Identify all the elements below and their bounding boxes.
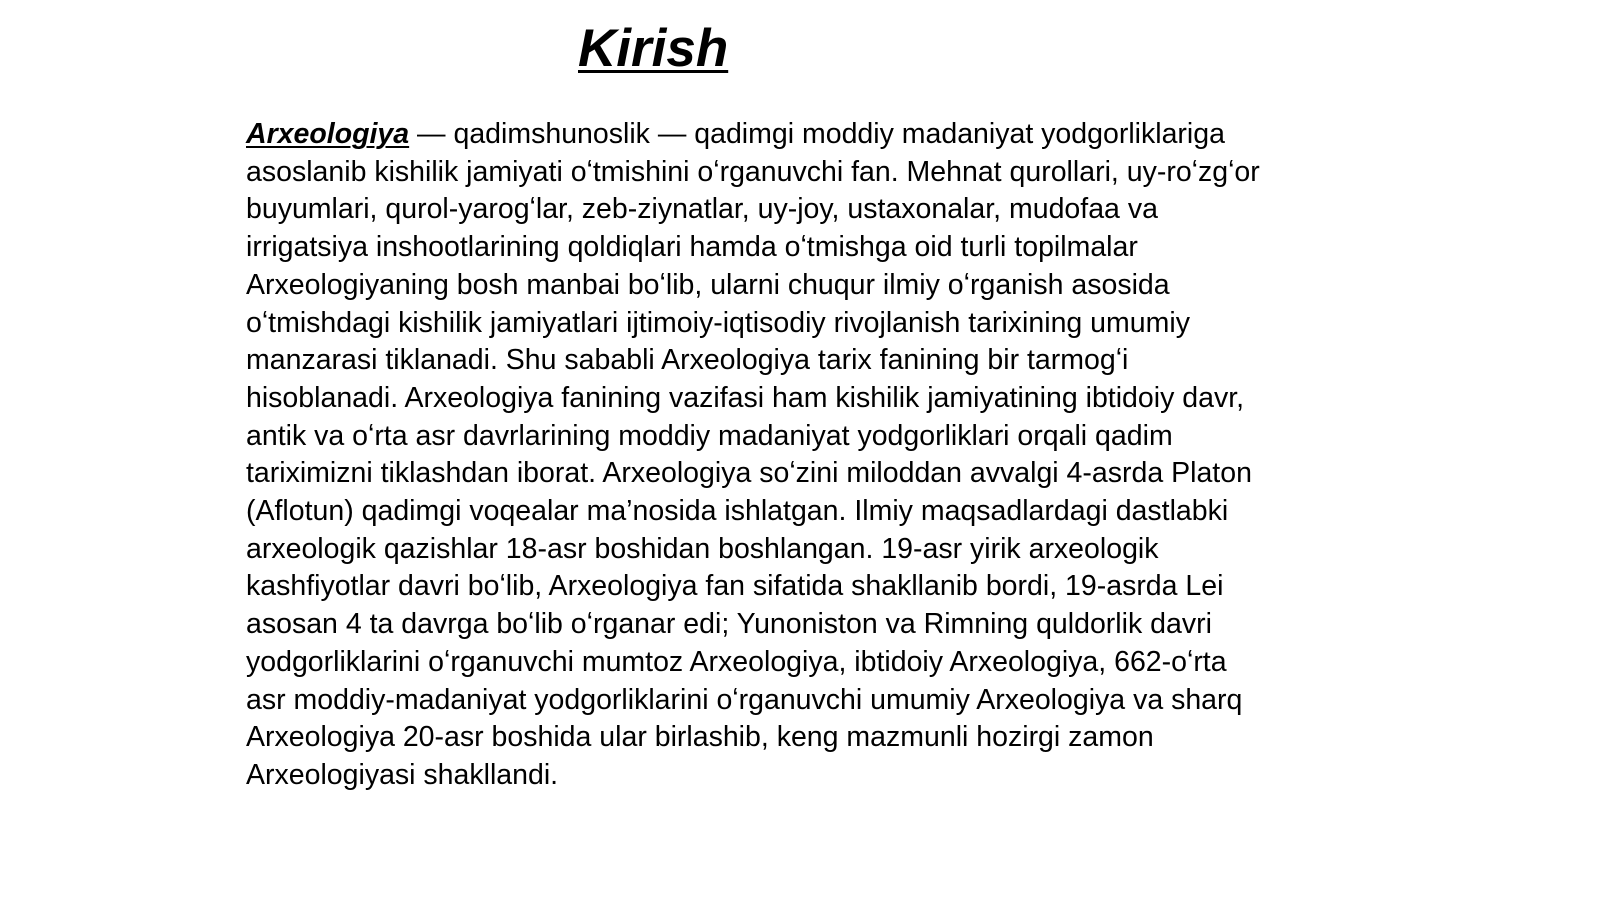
text-line-rest: — qadimshunoslik — qadimgi moddiy madaniyat yodgorliklariga [409,118,1225,150]
text-line: (Aflotun) qadimgi voqealar ma’nosida ishlatgan. Ilmiy maqsadlardagi dastlabki [246,495,1229,528]
text-line: arxeologik qazishlar 18-asr boshidan boshlangan. 19-asr yirik arxeologik [246,532,1159,565]
text-line: kashfiyotlar davri boʻlib, Arxeologiya fan sifatida shakllanib bordi, 19-asrda Lei [246,570,1224,603]
text-line [246,116,1376,154]
text-line: irrigatsiya inshootlarining qoldiqlari hamda oʻtmishga oid turli topilmalar [246,231,1138,264]
text-line: hisoblanadi. Arxeologiya fanining vazifasi ham kishilik jamiyatining ibtidoiy davr, [246,381,1245,414]
text-line: Arxeologiyaning bosh manbai boʻlib, ularni chuqur ilmiy oʻrganish asosida [246,268,1170,301]
text-line: Arxeologiyasi shakllandi. [246,758,559,791]
text-line: yodgorliklarini oʻrganuvchi mumtoz Arxeologiya, ibtidoiy Arxeologiya, 662-oʻrta [246,645,1227,678]
text-line: Arxeologiya 20-asr boshida ular birlashib, keng mazmunli hozirgi zamon [246,721,1154,754]
text-line: oʻtmishdagi kishilik jamiyatlari ijtimoiy-iqtisodiy rivojlanish tarixining umumiy [246,306,1190,339]
text-line: asoslanib kishilik jamiyati oʻtmishini oʻrganuvchi fan. Mehnat qurollari, uy-roʻzgʻor [246,155,1260,188]
text-line: tariximizni tiklashdan iborat. Arxeologiya soʻzini miloddan avvalgi 4-asrda Platon [246,457,1252,490]
text-line: antik va oʻrta asr davrlarining moddiy madaniyat yodgorliklari orqali qadim [246,419,1173,452]
text-line: manzarasi tiklanadi. Shu sababli Arxeologiya tarix fanining bir tarmogʻi [246,344,1129,377]
text-line: buyumlari, qurol-yarogʻlar, zeb-ziynatlar, uy-joy, ustaxonalar, mudofaa va [246,193,1158,226]
slide-title: Kirish [578,19,729,78]
text-line: asr moddiy-madaniyat yodgorliklarini oʻrganuvchi umumiy Arxeologiya va sharq [246,683,1243,716]
body-paragraph [246,116,1376,795]
term-heading: Arxeologiya [246,118,410,150]
text-line: asosan 4 ta davrga boʻlib oʻrganar edi; Yunoniston va Rimning quldorlik davri [246,608,1212,641]
